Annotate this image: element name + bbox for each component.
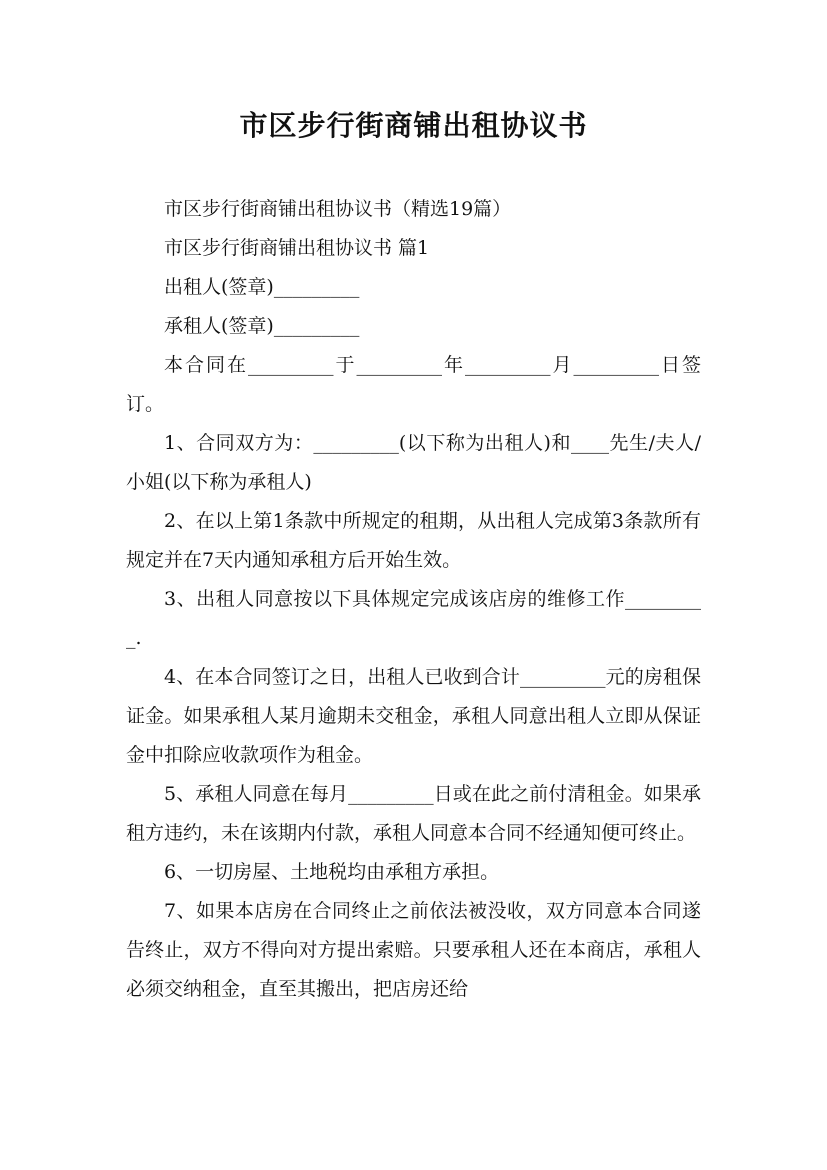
document-title: 市区步行街商铺出租协议书 [239, 109, 588, 142]
paragraph-lessee-sign: 承租人(签章)_________ [164, 315, 360, 337]
paragraph-lessor-sign: 出租人(签章)_________ [164, 276, 360, 298]
paragraph-clause-4: 4、在本合同签订之日，出租人已收到合计_________元的房租保证金。如果承租人某月逾期未交租金，承租人同意出租人立即从保证金中扣除应收款项作为租金。 [126, 666, 701, 766]
paragraph-signing-date: 本合同在_________于_________年_________月_________日签订。 [126, 354, 701, 415]
paragraph-clause-6: 6、一切房屋、土地税均由承租方承担。 [164, 861, 500, 883]
document-body [126, 190, 701, 1009]
paragraph-clause-1: 1、合同双方为：_________(以下称为出租人)和____先生/夫人/小姐(以下称为承租人) [126, 432, 701, 493]
paragraph-clause-2: 2、在以上第1条款中所规定的租期，从出租人完成第3条款所有规定并在7天内通知承租方后开始生效。 [126, 510, 701, 571]
paragraph-subtitle: 市区步行街商铺出租协议书（精选19篇） [164, 198, 512, 220]
paragraph-clause-3: 3、出租人同意按以下具体规定完成该店房的维修工作_________. [126, 588, 701, 649]
paragraph-clause-5: 5、承租人同意在每月_________日或在此之前付清租金。如果承租方违约，未在该期内付款，承租人同意本合同不经通知便可终止。 [126, 783, 701, 844]
paragraph-clause-7: 7、如果本店房在合同终止之前依法被没收，双方同意本合同遂告终止，双方不得向对方提出索赔。只要承租人还在本商店，承租人必须交纳租金，直至其搬出，把店房还给 [126, 900, 701, 1000]
paragraph-heading: 市区步行街商铺出租协议书 篇1 [164, 237, 430, 259]
